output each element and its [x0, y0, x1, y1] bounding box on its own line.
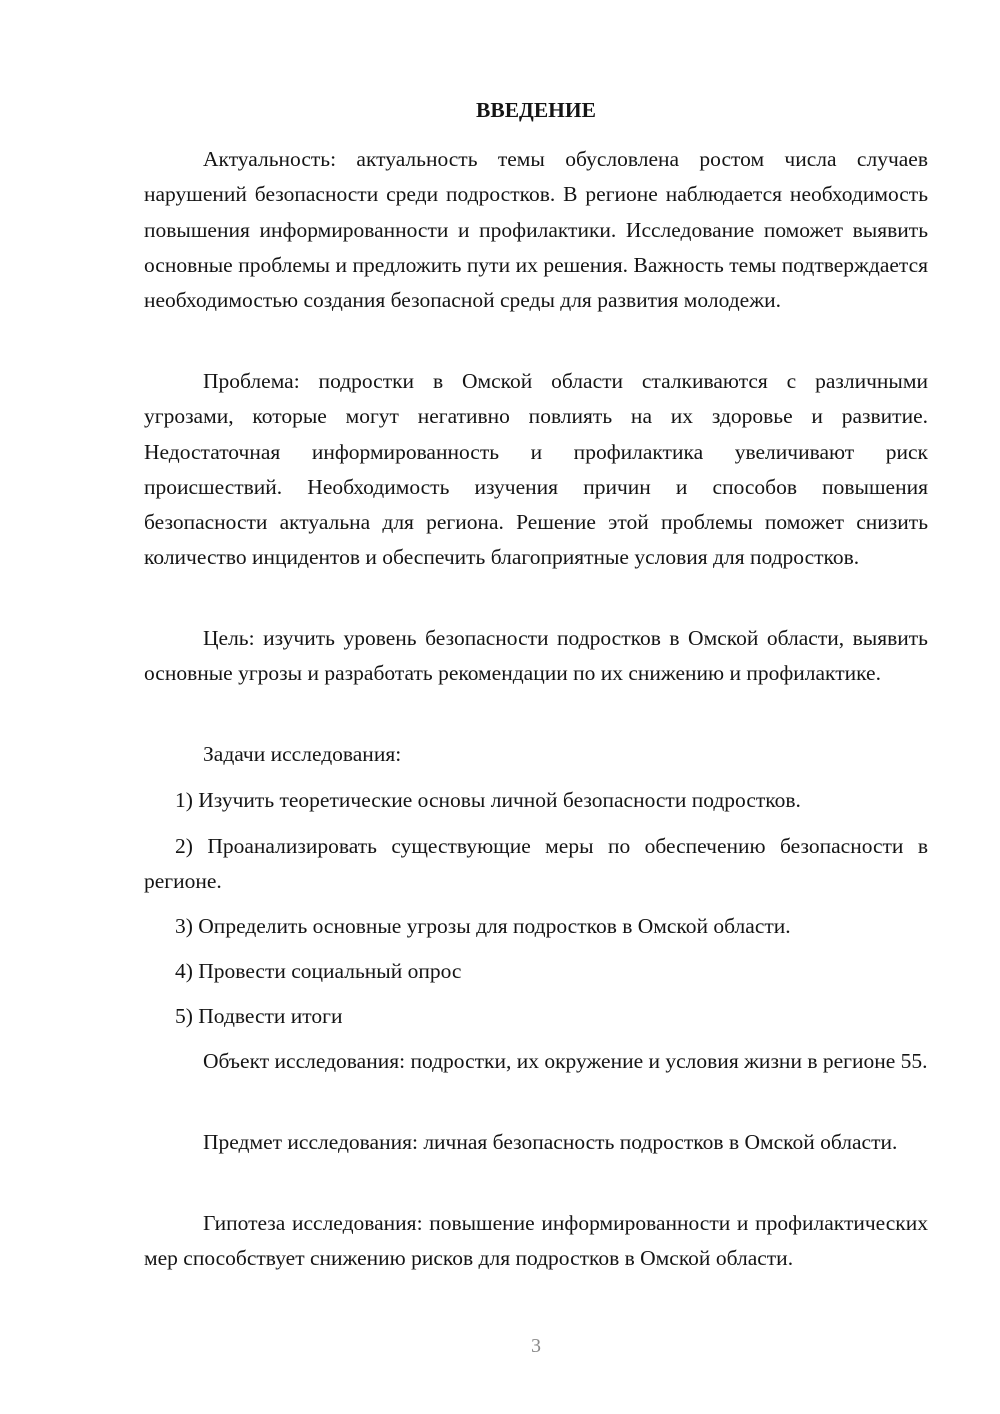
task-item-1: 1) Изучить теоретические основы личной безопасности подростков. [175, 788, 801, 812]
task-item-4: 4) Провести социальный опрос [175, 959, 462, 983]
page-number: 3 [531, 1335, 541, 1357]
task-item-5: 5) Подвести итоги [175, 1004, 343, 1028]
hypothesis-paragraph: Гипотеза исследования: повышение информированности и профилактических мер способствует снижению рисков для подростков в Омской области. [144, 1211, 928, 1271]
relevance-paragraph: Актуальность: актуальность темы обусловлена ростом числа случаев нарушений безопасности среди подростков. В регионе наблюдается необходимость повышения информированности и профилактики. Исследование поможет выявить основные проблемы и предложить пути их решения. Важность темы подтверждается необходимостью создания безопасной среды для развития молодежи. [144, 147, 928, 313]
subject-paragraph: Предмет исследования: личная безопасность подростков в Омской области. [203, 1130, 898, 1154]
task-item-2: 2) Проанализировать существующие меры по обеспечению безопасности в регионе. [144, 834, 928, 894]
section-title: ВВЕДЕНИЕ [476, 98, 596, 122]
goal-paragraph: Цель: изучить уровень безопасности подростков в Омской области, выявить основные угрозы и разработать рекомендации по их снижению и профилактике. [144, 626, 928, 686]
problem-paragraph: Проблема: подростки в Омской области сталкиваются с различными угрозами, которые могут негативно повлиять на их здоровье и развитие. Недостаточная информированность и профилактика увеличивают риск происшествий. Необходимость изучения причин и способов повышения безопасности актуальна для региона. Решение этой проблемы поможет снизить количество инцидентов и обеспечить благоприятные условия для подростков. [144, 369, 928, 570]
task-item-3: 3) Определить основные угрозы для подростков в Омской области. [175, 914, 791, 938]
tasks-heading: Задачи исследования: [203, 742, 402, 766]
object-paragraph: Объект исследования: подростки, их окружение и условия жизни в регионе 55. [203, 1049, 928, 1073]
